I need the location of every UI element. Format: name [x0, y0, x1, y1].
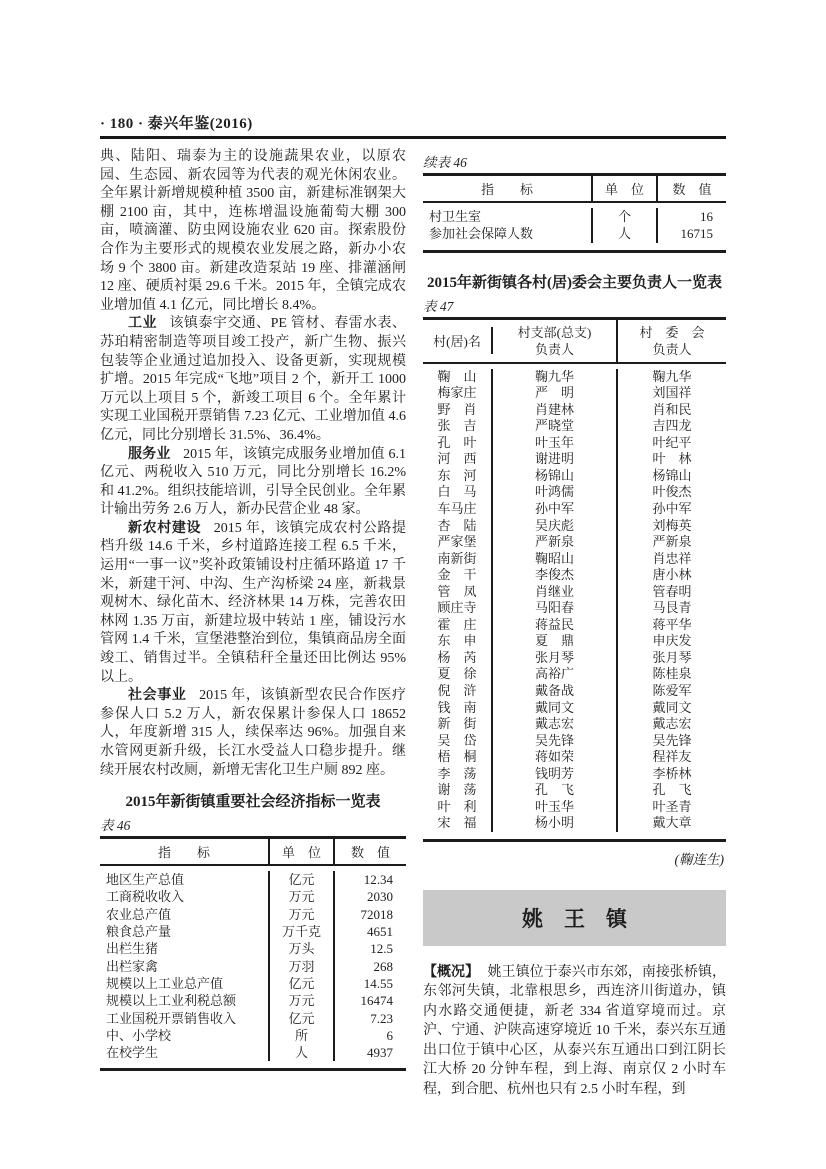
table-row: [423, 633, 726, 650]
table-cell: 叶玉华: [493, 799, 618, 816]
table46-body: [100, 866, 406, 1068]
table-row: [423, 766, 726, 783]
table-cell: 钱明芳: [493, 766, 618, 783]
table-cell: 李桥林: [652, 765, 692, 781]
table-cell: 戴同文: [493, 700, 618, 717]
table-row: [423, 518, 726, 535]
table-cell: 东 河: [423, 468, 493, 485]
section-title: 姚 王 镇: [522, 906, 627, 931]
table-cell: 高裕广: [493, 666, 618, 683]
table-cell: 蒋如荣: [493, 749, 618, 766]
column-header: 单 位: [270, 839, 335, 864]
table-row: [423, 369, 726, 386]
table-cell: 戴备战: [493, 683, 618, 700]
table-cell: 肖忠祥: [652, 550, 692, 566]
paragraph-agriculture-continued: [100, 148, 406, 315]
table-cell: 孙中军: [493, 501, 618, 518]
table-cell: 6: [386, 1027, 393, 1043]
table-row: [423, 225, 726, 242]
page-number-title: · 180 · 泰兴年鉴(2016): [100, 116, 253, 132]
table-cell: 农业总产值: [100, 906, 270, 923]
table-row: [100, 906, 406, 923]
paragraph-lead: 服务业: [128, 446, 171, 462]
table-cell: 张月琴: [652, 649, 692, 665]
column-header-party-branch: 村支部(总支) 负责人: [493, 320, 618, 362]
table-cell: 268: [373, 958, 393, 974]
table-cell: 刘梅英: [652, 517, 692, 533]
table-cell: 唐小林: [652, 567, 692, 583]
table46-header: [100, 839, 406, 866]
column-header: 数 值: [350, 845, 390, 861]
table-cell: 顾庄寺: [423, 600, 493, 617]
table-cell: 夏 鼎: [493, 633, 618, 650]
table-cell: 杨 芮: [423, 650, 493, 667]
table-cell: 肖建林: [493, 402, 618, 419]
table-row: [100, 940, 406, 957]
table-row: [423, 584, 726, 601]
table-cell: 严新泉: [493, 534, 618, 551]
table-cell: 蒋益民: [493, 617, 618, 634]
column-header-village: 村(居)名: [423, 327, 493, 354]
table-cell: 叶纪平: [652, 434, 692, 450]
table-row: [423, 402, 726, 419]
table-cell: 16474: [360, 993, 393, 1009]
table-cell: 孔 叶: [423, 435, 493, 452]
table-cell: 车马庄: [423, 501, 493, 518]
right-column: [423, 148, 726, 1099]
table-cell: 谢进明: [493, 451, 618, 468]
table-cell: 12.34: [363, 872, 393, 888]
table-cell: 叶 利: [423, 799, 493, 816]
table-cell: 刘国祥: [652, 385, 692, 401]
table-cell: 出栏生猪: [100, 940, 270, 957]
table-46: [100, 836, 406, 1071]
table-cell: 万羽: [270, 958, 335, 975]
table-cell: 肖继业: [493, 584, 618, 601]
table-cell: 蒋平华: [652, 616, 692, 632]
table-cell: 2030: [367, 889, 393, 905]
table-row: [423, 600, 726, 617]
paragraph-lead: 工业: [128, 316, 157, 332]
table-cell: 河 西: [423, 451, 493, 468]
table-cell: 出栏家禽: [100, 958, 270, 975]
paragraph-lead: 新农村建设: [128, 520, 202, 536]
table-cell: 杨锦山: [493, 468, 618, 485]
byline-author: (鞠连生): [674, 851, 724, 867]
paragraph-text: 典、陆阳、瑞泰为主的设施蔬果农业，以原农园、生态园、新农园等为代表的观光休闲农业。全年累计新增规模种植 3500 亩，新建标准钢架大棚 2100 亩，其中，连栋增温设施葡萄大棚 300 亩，喷滴灌、防虫网设施农业 620 亩。探索股份合作为主要形式的规模农业发展之路，新办小农场 9 个 3800 亩。新建改造泵站 19 座、排灌涵闸 12 座、硬质衬渠 29.6 千米。2015 年，全镇完成农业增加值 4.1 亿元，同比增长 8.4%。: [100, 149, 406, 313]
table-cell: 个: [593, 208, 658, 225]
table-cell: 杏 陆: [423, 518, 493, 535]
table-cell: 吴庆彪: [493, 518, 618, 535]
table-cell: 管春明: [652, 583, 692, 599]
table-cell: 叶 林: [652, 451, 692, 467]
table-cell: 严晓堂: [493, 418, 618, 435]
table-cell: 戴同文: [652, 699, 692, 715]
table-row: [100, 958, 406, 975]
table-row: [423, 815, 726, 832]
table-cell: 马艮青: [652, 600, 692, 616]
table-row: [423, 716, 726, 733]
table-cell: 鞠九华: [493, 369, 618, 386]
table-row: [423, 451, 726, 468]
table-cell: 村卫生室: [423, 208, 593, 225]
table-cell: 杨小明: [493, 815, 618, 832]
table47-label: 表 47: [423, 298, 454, 314]
table46-continued-header: [423, 176, 726, 203]
table-cell: 14.55: [363, 975, 393, 991]
table-cell: 万元: [270, 888, 335, 905]
table-cell: 16715: [680, 226, 713, 242]
table-row: [423, 567, 726, 584]
table46-continued-body: [423, 203, 726, 250]
table-row: [100, 923, 406, 940]
table-cell: 严家堡: [423, 534, 493, 551]
table-cell: 72018: [360, 906, 393, 922]
table-cell: 严 明: [493, 385, 618, 402]
paragraph-new-countryside: [100, 520, 406, 687]
paragraph-text: 2015 年，该镇完成农村公路提档升级 14.6 千米，乡村道路连接工程 6.5 千米，运用“一事一议”奖补政策铺设村庄循环路道 17 千米，新建干河、中沟、生产沟桥梁 24 座，新栽景观树木、绿化苗木、经济林果 14 万株，完善农田林网 1.35 万亩，新建垃圾中转站 1 座，铺设污水管网 1.4 千米，宣堡港整治到位，集镇商品房全面竣工、销售过半。全镇秸秆全量还田比例达 95% 以上。: [100, 520, 407, 685]
overview-lead: 【概况】: [423, 964, 480, 980]
table-cell: 张月琴: [493, 650, 618, 667]
table46-label: 表 46: [100, 818, 131, 834]
table-cell: 在校学生: [100, 1044, 270, 1061]
table-cell: 万头: [270, 940, 335, 957]
table-row: [423, 501, 726, 518]
table-cell: 南新街: [423, 551, 493, 568]
table-row: [423, 534, 726, 551]
table-cell: 7.23: [370, 1010, 393, 1026]
table-cell: 鞠 山: [423, 369, 493, 386]
table-row: [423, 650, 726, 667]
table-cell: 12.5: [370, 941, 393, 957]
table-row: [423, 385, 726, 402]
table-cell: 叶俊杰: [652, 484, 692, 500]
column-header: 数 值: [672, 182, 712, 197]
table-row: [423, 782, 726, 799]
table-cell: 地区生产总值: [100, 871, 270, 888]
column-header-village-committee: 村 委 会 负责人: [639, 324, 705, 357]
table-cell: 鞠九华: [652, 368, 692, 384]
table-cell: 亿元: [270, 1010, 335, 1027]
table-cell: 亿元: [270, 871, 335, 888]
table-row: [423, 551, 726, 568]
table-cell: 孔 飞: [493, 782, 618, 799]
table-cell: 吴先锋: [652, 732, 692, 748]
running-header: [100, 112, 726, 133]
table-cell: 所: [270, 1027, 335, 1044]
table-cell: 粮食总产量: [100, 923, 270, 940]
table46-continued-label: 续表 46: [423, 155, 467, 170]
table-cell: 宋 福: [423, 815, 493, 832]
table-cell: 鞠昭山: [493, 551, 618, 568]
table-cell: 人: [593, 225, 658, 242]
paragraph-text: 该镇泰宇交通、PE 管材、春雷水表、苏珀精密制造等项目竣工投产，新广生物、振兴包装等企业通过追加投入、设备更新，实现规模扩增。2015 年完成“飞地”项目 2 个，新开工 1000 万元以上项目 5 个，新竣工项目 6 个。全年累计实现工业国税开票销售 7.23 亿元、工业增加值 4.6 亿元，同比分别增长 31.5%、36.4%。: [100, 316, 406, 443]
table-cell: 亿元: [270, 975, 335, 992]
table-cell: 张 吉: [423, 418, 493, 435]
table-cell: 叶鸿儒: [493, 484, 618, 501]
table-cell: 严新泉: [652, 534, 692, 550]
paragraph-lead: 社会事业: [128, 688, 187, 704]
table-46-continued: [423, 173, 726, 253]
table-cell: 李 荡: [423, 766, 493, 783]
table-cell: 白 马: [423, 484, 493, 501]
table-cell: 16: [700, 209, 713, 224]
table-cell: 申庆发: [652, 633, 692, 649]
table-cell: 万千克: [270, 923, 335, 940]
column-header: 单 位: [593, 176, 658, 201]
table-cell: 戴大章: [652, 815, 692, 831]
table-cell: 梅家庄: [423, 385, 493, 402]
table-cell: 马阳春: [493, 600, 618, 617]
table-cell: 李俊杰: [493, 567, 618, 584]
table-row: [100, 1010, 406, 1027]
table-row: [423, 617, 726, 634]
column-header: 指 标: [100, 839, 270, 864]
table-row: [423, 435, 726, 452]
paragraph-overview: [423, 963, 726, 1100]
table-cell: 孔 飞: [652, 782, 692, 798]
table-cell: 新 街: [423, 716, 493, 733]
table-cell: 参加社会保障人数: [423, 225, 593, 242]
table-cell: 中、小学校: [100, 1027, 270, 1044]
table-cell: 吴 岱: [423, 733, 493, 750]
table-cell: 4651: [367, 924, 393, 940]
table-cell: 4937: [367, 1045, 393, 1061]
table-row: [423, 733, 726, 750]
table-cell: 工商税收收入: [100, 888, 270, 905]
table-cell: 程祥友: [652, 749, 692, 765]
table-row: [423, 484, 726, 501]
table-row: [100, 888, 406, 905]
table-row: [423, 749, 726, 766]
table-cell: 叶玉年: [493, 435, 618, 452]
table-cell: 金 干: [423, 567, 493, 584]
table-cell: 陈爱军: [652, 682, 692, 698]
table47-title: 2015年新街镇各村(居)委会主要负责人一览表: [427, 274, 722, 291]
table-cell: 野 肖: [423, 402, 493, 419]
header-rule: [100, 136, 726, 139]
table-row: [100, 1027, 406, 1044]
overview-text: 姚王镇位于泰兴市东郊，南接张桥镇，东邻河失镇，北靠根思乡，西连济川街道办，镇内水路交通便捷，新老 334 省道穿境而过。京沪、宁通、沪陕高速穿境近 10 千米，泰兴东互通出口位于镇中心区，从泰兴东互通出口到江阴长江大桥 20 分钟车程，到上海、南京仅 2 小时车程，到合肥、杭州也只有 2.5 小时车程，到: [423, 964, 727, 1097]
table-row: [423, 418, 726, 435]
left-column: [100, 148, 406, 1071]
table-cell: 戴志宏: [493, 716, 618, 733]
table-cell: 管 凤: [423, 584, 493, 601]
table-cell: 梧 桐: [423, 749, 493, 766]
table-cell: 东 申: [423, 633, 493, 650]
table-cell: 戴志宏: [652, 716, 692, 732]
table-cell: 万元: [270, 992, 335, 1009]
table-cell: 钱 南: [423, 700, 493, 717]
paragraph-social-affairs: [100, 687, 406, 780]
table47-header: [423, 320, 726, 364]
paragraph-industry: [100, 315, 406, 445]
table-cell: 人: [270, 1044, 335, 1061]
table-row: [100, 992, 406, 1009]
paragraph-text: 2015 年，该镇完成服务业增加值 6.1 亿元、两税收入 510 万元，同比分别增长 16.2% 和 41.2%。组织技能培训，引导全民创业。全年累计输出劳务 2.6 万人，新办民营企业 48 家。: [100, 446, 407, 518]
table-row: [423, 799, 726, 816]
table-cell: 孙中军: [652, 500, 692, 516]
section-header-yaowang-town: [423, 890, 726, 946]
table-cell: 肖和民: [652, 401, 692, 417]
column-header: 指 标: [423, 176, 593, 201]
table-cell: 吴先锋: [493, 733, 618, 750]
table-row: [100, 975, 406, 992]
table-cell: 谢 荡: [423, 782, 493, 799]
table-row: [423, 468, 726, 485]
paragraph-text: 2015 年，该镇新型农民合作医疗参保人口 5.2 万人，新农保累计参保人口 18652 人，年度新增 315 人，续保率达 96%。加强自来水管网更新升级，长江水受益人口稳步提升。继续开展农村改厕，新增无害化卫生户厕 892 座。: [100, 688, 407, 778]
table-row: [423, 666, 726, 683]
table-row: [423, 208, 726, 225]
table-cell: 吉四龙: [652, 418, 692, 434]
table47-body: [423, 364, 726, 839]
table-cell: 霍 庄: [423, 617, 493, 634]
table-cell: 杨锦山: [652, 467, 692, 483]
table-row: [423, 700, 726, 717]
table-cell: 工业国税开票销售收入: [100, 1010, 270, 1027]
table-cell: 规模以上工业利税总额: [100, 992, 270, 1009]
table-cell: 夏 徐: [423, 666, 493, 683]
table-cell: 倪 浒: [423, 683, 493, 700]
table-cell: 叶圣青: [652, 798, 692, 814]
table-row: [100, 871, 406, 888]
table-cell: 陈桂泉: [652, 666, 692, 682]
paragraph-services: [100, 446, 406, 520]
table-cell: 万元: [270, 906, 335, 923]
table-row: [100, 1044, 406, 1061]
table-47: [423, 317, 726, 842]
table-row: [423, 683, 726, 700]
table46-title: 2015年新街镇重要社会经济指标一览表: [125, 794, 381, 811]
table-cell: 规模以上工业总产值: [100, 975, 270, 992]
